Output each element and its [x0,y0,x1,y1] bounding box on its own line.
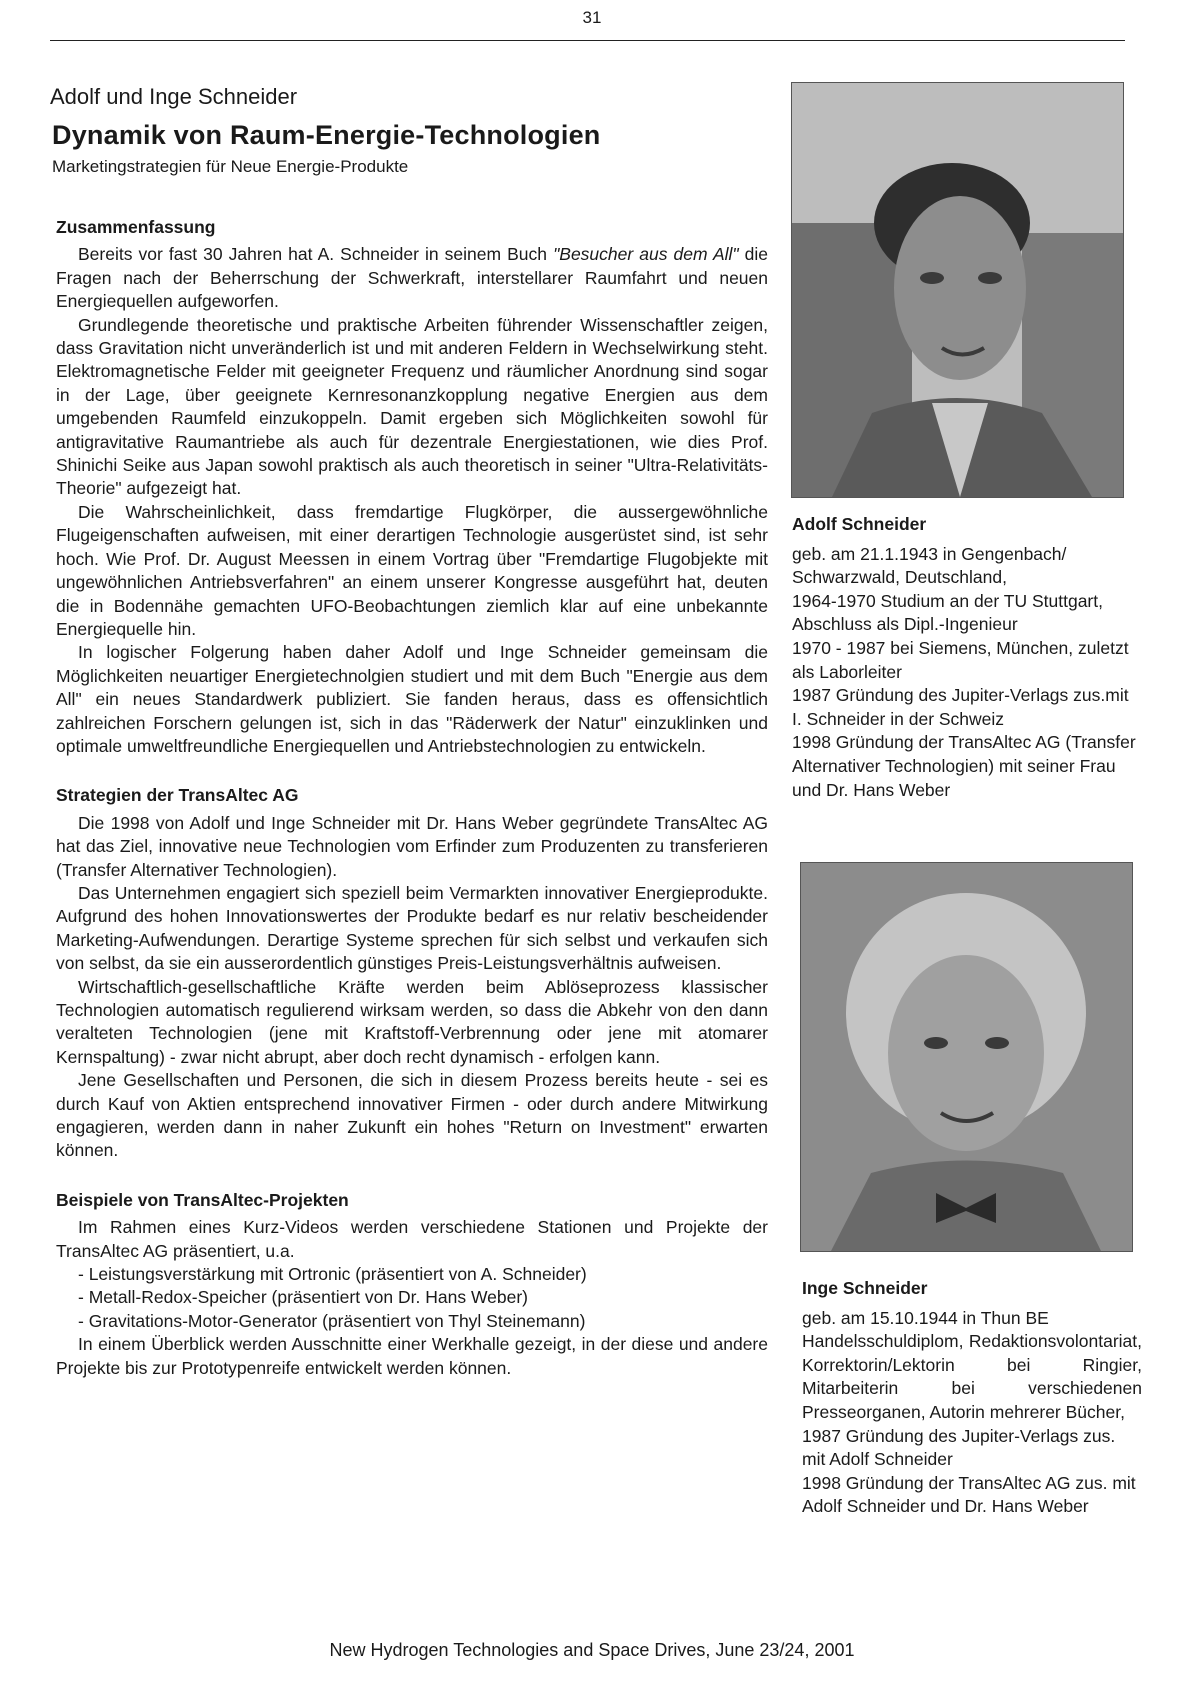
bio-line: 1964-1970 Studium an der TU Stuttgart, Abschluss als Dipl.-Ingenieur [792,590,1103,635]
bio-line: 1987 Gründung des Jupiter-Verlags zus.mit I. Schneider in der Schweiz [792,685,1129,729]
bio-line: geb. am 21.1.1943 in Gengenbach/ [792,543,1067,564]
main-text-column [56,216,768,1406]
section-heading-examples: Beispiele von TransAltec-Projekten [56,1189,349,1210]
summary-paragraph-1 [56,243,768,313]
list-item: - Metall-Redox-Speicher (präsentiert von Dr. Hans Weber) [78,1286,768,1309]
portrait-photo-adolf [791,82,1124,498]
bio-line: Handelsschuldiplom, Redaktionsvolontariat, Korrektorin/Lektorin bei Ringier, Mitarbeiterin bei verschiedenen Presseorganen, Autorin mehrerer Bücher, [802,1331,1142,1422]
bio-line: Schwarzwald, Deutschland, [792,567,1007,588]
summary-paragraph-3: Die Wahrscheinlichkeit, dass fremdartige Flugkörper, die aussergewöhnliche Flugeigenschaften aufweisen, mit einer derartigen Technologie ausgerüstet sind, ist sehr hoch. Wie Prof. Dr. August Meessen in einem Vortrag über "Fremdartige Flugobjekte mit ungewöhnlichen Antriebsverfahren" an einem unserer Kongresse ausgeführt hat, deuten die in Bodennähe gemachten UFO-Beobachtungen ziemlich klar auf eine unbekannte Energiequelle hin. [56,501,768,639]
paper-title: Dynamik von Raum-Energie-Technologien [52,120,601,150]
bio-line: 1987 Gründung des Jupiter-Verlags zus. mit Adolf Schneider [802,1425,1116,1470]
strategies-paragraph-2: Das Unternehmen engagiert sich speziell beim Vermarkten innovativer Energieprodukte. Aufgrund des hohen Innovationswertes der Produkte bedarf es nur relativ bescheidender Marketing-Aufwendungen. Derartige Systeme sprechen für sich selbst und verkaufen sich von selbst, da sie ein ausserordentlich günstiges Preis-Leistungsverhältnis aufweisen. [56,882,768,974]
section-summary [56,216,768,758]
portrait-photo-inge [800,862,1133,1252]
summary-paragraph-2: Grundlegende theoretische und praktische Arbeiten führender Wissenschaftler zeigen, dass Gravitation nicht unveränderlich ist und mit anderen Feldern in Wechselwirkung steht. Elektromagnetische Felder mit geeigneter Frequenz und räumlicher Anordnung sind sogar in der Lage, über geeignete Kernresonanzkopplung negative Energien aus dem umgebenden Raumfeld einzukoppeln. Damit ergeben sich Möglichkeiten sowohl für antigravitative Raumantriebe als auch für dezentrale Energiestationen, wie dies Prof. Shinichi Seike aus Japan sowohl praktisch als auch theoretisch in seiner "Ultra-Relativitäts-Theorie" aufgezeigt hat. [56,314,768,499]
bio-line: 1998 Gründung der TransAltec AG zus. mit Adolf Schneider und Dr. Hans Weber [802,1472,1136,1517]
section-examples [56,1189,768,1380]
list-item: - Gravitations-Motor-Generator (präsentiert von Thyl Steinemann) [78,1310,768,1333]
list-item: - Leistungsverstärkung mit Ortronic (präsentiert von A. Schneider) [78,1263,768,1286]
paper-subtitle: Marketingstrategien für Neue Energie-Produkte [52,157,409,176]
page-number: 31 [582,8,602,27]
examples-paragraph-1: Im Rahmen eines Kurz-Videos werden verschiedene Stationen und Projekte der TransAltec AG präsentiert, u.a. [56,1217,768,1261]
page-footer: New Hydrogen Technologies and Space Drives, June 23/24, 2001 [329,1640,855,1660]
summary-p1-text-b: die Fragen nach der Beherrschung der Schwerkraft, interstellarer Raumfahrt und neuen Energiequellen aufgeworfen. [56,244,769,312]
examples-list [56,1263,768,1333]
bio-line: 1970 - 1987 bei Siemens, München, zuletzt als Laborleiter [792,637,1129,682]
strategies-paragraph-1: Die 1998 von Adolf und Inge Schneider mit Dr. Hans Weber gegründete TransAltec AG hat das Ziel, innovative neue Technologien vom Erfinder zum Produzenten zu transferieren (Transfer Alternativer Technologien). [56,812,768,880]
portrait-man-image [792,83,1123,497]
bio-line: geb. am 15.10.1944 in Thun BE [802,1307,1049,1328]
bio-inge [802,1277,1142,1519]
bio-name: Adolf Schneider [792,514,927,534]
section-strategies [56,784,768,1163]
summary-p1-text-a: Bereits vor fast 30 Jahren hat A. Schneider in seinem Buch [78,244,554,265]
bio-line: 1998 Gründung der TransAltec AG (Transfer Alternativer Technologien) mit seiner Frau und Dr. Hans Weber [792,732,1136,800]
section-heading-strategies: Strategien der TransAltec AG [56,785,299,806]
strategies-paragraph-4: Jene Gesellschaften und Personen, die sich in diesem Prozess bereits heute - sei es durch Kauf von Aktien entsprechend innovativer Firmen - oder durch andere Mitwirkung engagieren, werden dann in naher Zukunft ein hohes "Return on Investment" erwarten können. [56,1070,768,1161]
paper-authors: Adolf und Inge Schneider [50,84,298,109]
header-rule [50,40,1125,41]
strategies-paragraph-3: Wirtschaftlich-gesellschaftliche Kräfte werden beim Ablöseprozess klassischer Technologien automatisch regulierend wirksam werden, so dass die Abkehr von den dann veralteten Technologien (jene mit Kraftstoff-Verbrennung oder jene mit atomarer Kernspaltung) - zwar nicht abrupt, aber doch recht dynamisch - erfolgen kann. [56,976,768,1067]
bio-adolf [792,513,1137,802]
bio-name: Inge Schneider [802,1278,928,1298]
section-heading-summary: Zusammenfassung [56,217,216,237]
portrait-woman-image [801,863,1132,1251]
summary-p1-book-title: "Besucher aus dem All" [553,244,739,265]
examples-paragraph-2: In einem Überblick werden Ausschnitte einer Werkhalle gezeigt, in der diese und andere Projekte bis zur Prototypenreife entwickelt werden können. [56,1334,768,1378]
summary-paragraph-4: In logischer Folgerung haben daher Adolf und Inge Schneider gemeinsam die Möglichkeiten neuartiger Energietechnolgien studiert und mit dem Buch "Energie aus dem All" ein neues Standardwerk publiziert. Sie fanden heraus, dass es offensichtlich zahlreichen Forschern gelungen ist, sich in das "Räderwerk der Natur" einzuklinken und optimale umweltfreundliche Energiequellen und Antriebstechnologien zu entwickeln. [56,642,768,756]
